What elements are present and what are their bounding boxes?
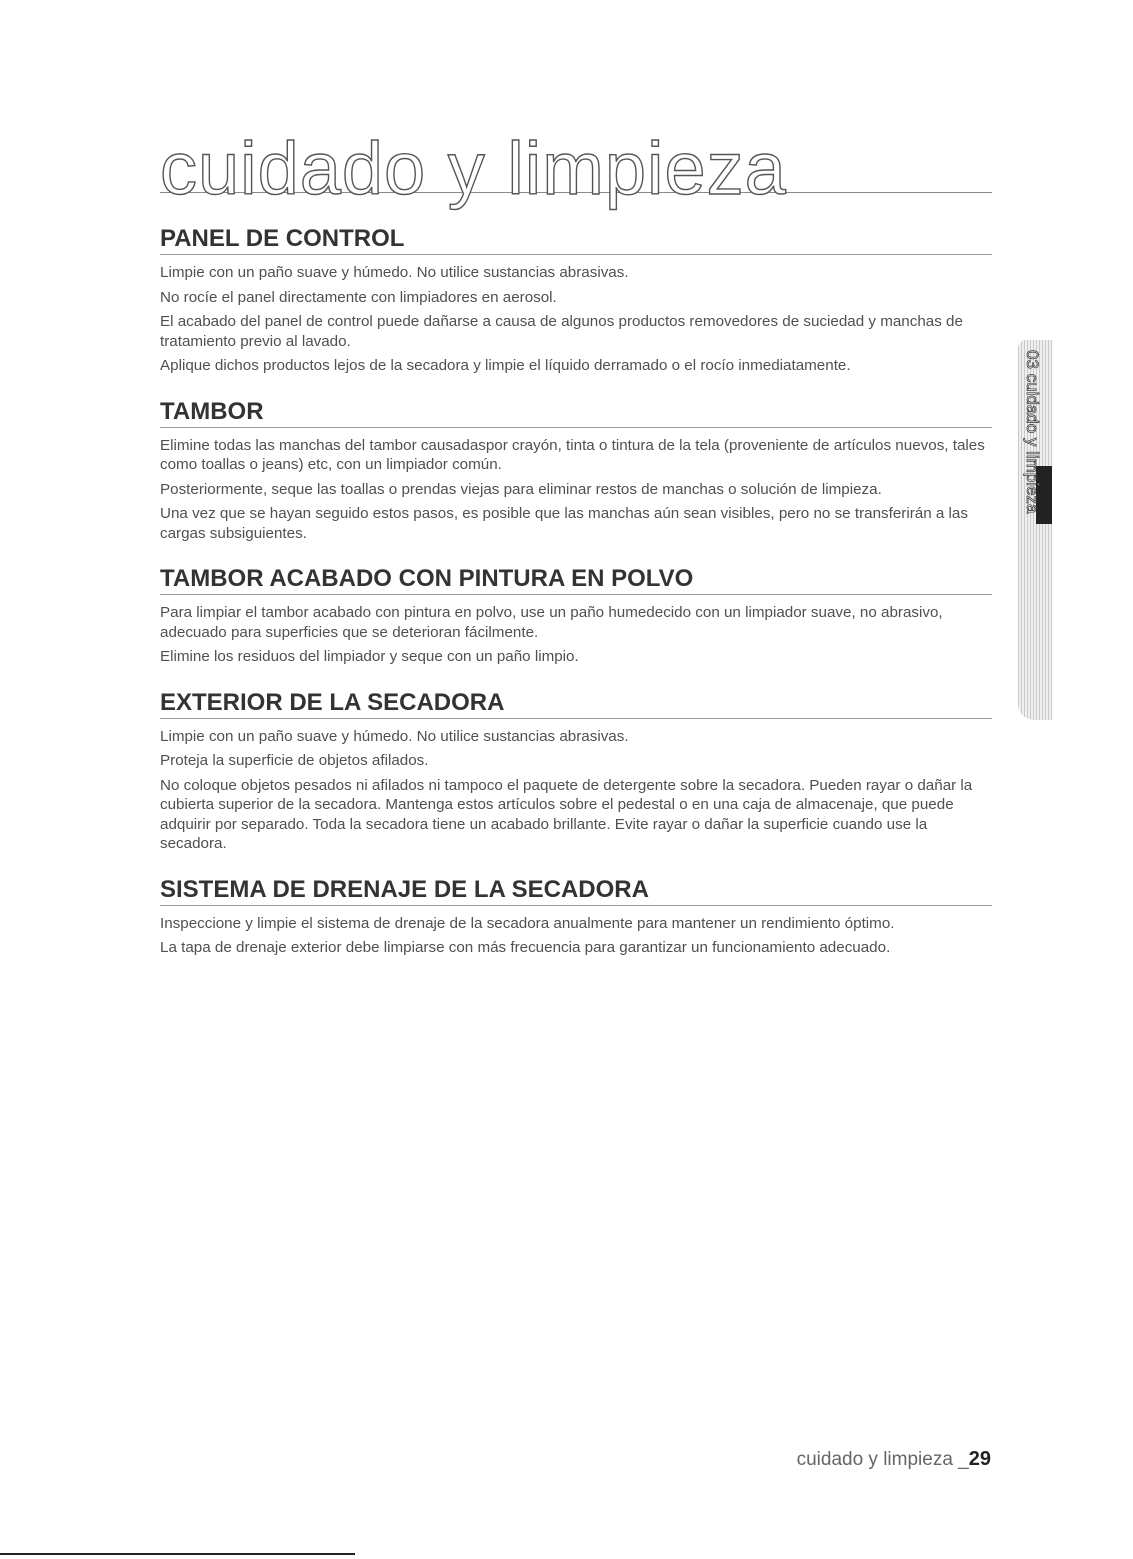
paragraph: Para limpiar el tambor acabado con pintura en polvo, use un paño humedecido con un limpiador suave, no abrasivo, adecuado para superficies que se deterioran fácilmente.	[160, 604, 943, 641]
paragraph: La tapa de drenaje exterior debe limpiarse con más frecuencia para garantizar un funcionamiento adecuado.	[160, 939, 891, 956]
paragraph: Inspeccione y limpie el sistema de drenaje de la secadora anualmente para mantener un rendimiento óptimo.	[160, 914, 895, 932]
section-title: TAMBOR ACABADO CON PINTURA EN POLVO	[160, 565, 992, 595]
paragraph: No rocíe el panel directamente con limpiadores en aerosol.	[160, 288, 557, 306]
section-title: TAMBOR	[160, 398, 992, 428]
section-title: SISTEMA DE DRENAJE DE LA SECADORA	[160, 876, 992, 906]
chapter-label: 03 cuidado y limpieza	[1023, 350, 1042, 514]
section-sistema-drenaje	[160, 876, 992, 958]
paragraph: Elimine todas las manchas del tambor causadaspor crayón, tinta o tintura de la tela (proveniente de artículos nuevos, tales como toallas o jeans) etc, con un limpiador común.	[160, 436, 985, 473]
bottom-rule	[0, 1553, 355, 1555]
paragraph: El acabado del panel de control puede dañarse a causa de algunos productos removedores de suciedad y manchas de tratamiento previo al lavado.	[160, 313, 963, 350]
paragraph: No coloque objetos pesados ni afilados ni tampoco el paquete de detergente sobre la secadora. Pueden rayar o dañar la cubierta superior de la secadora. Mantenga estos artículos sobre el pedestal o en una caja de almacenaje, que puede adquirir por separado. Toda la secadora tiene un acabado brillante. Evite rayar o dañar la superficie cuando use la secadora.	[160, 776, 973, 852]
main-content	[160, 225, 992, 980]
page-footer	[797, 1448, 991, 1471]
paragraph: Limpie con un paño suave y húmedo. No utilice sustancias abrasivas.	[160, 727, 629, 745]
paragraph: Aplique dichos productos lejos de la secadora y limpie el líquido derramado o el rocío inmediatamente.	[160, 357, 851, 374]
section-title: EXTERIOR DE LA SECADORA	[160, 689, 992, 719]
section-panel-de-control	[160, 225, 992, 376]
page-title: cuidado y limpieza	[160, 127, 787, 210]
page-title-area	[160, 120, 992, 210]
chapter-side-tab	[1018, 340, 1052, 720]
section-title: PANEL DE CONTROL	[160, 225, 992, 255]
paragraph: Una vez que se hayan seguido estos pasos, es posible que las manchas aún sean visibles, pero no se transferirán a las cargas subsiguientes.	[160, 505, 968, 542]
section-exterior	[160, 689, 992, 854]
paragraph: Elimine los residuos del limpiador y seque con un paño limpio.	[160, 648, 579, 665]
section-tambor	[160, 398, 992, 544]
paragraph: Proteja la superficie de objetos afilados.	[160, 752, 429, 769]
page-number: 29	[968, 1448, 991, 1470]
paragraph: Limpie con un paño suave y húmedo. No utilice sustancias abrasivas.	[160, 264, 629, 281]
section-tambor-acabado	[160, 565, 992, 667]
footer-text: cuidado y limpieza _	[796, 1449, 969, 1470]
paragraph: Posteriormente, seque las toallas o prendas viejas para eliminar restos de manchas o solución de limpieza.	[160, 480, 882, 498]
